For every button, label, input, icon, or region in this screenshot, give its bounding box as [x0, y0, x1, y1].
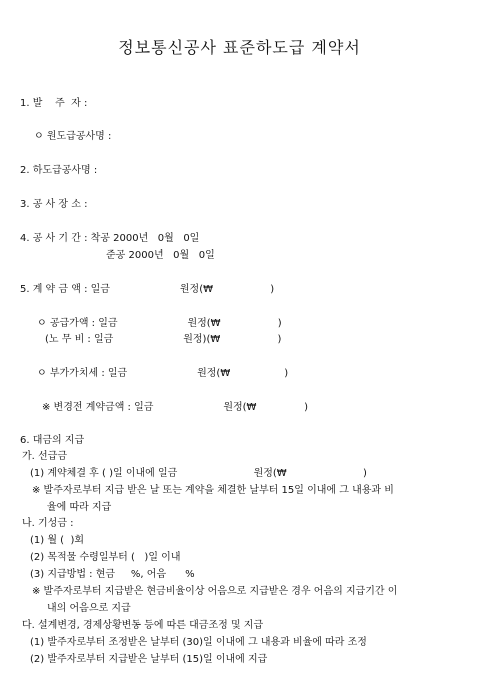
advance-payment-note-line1: ※ 발주자로부터 지급 받은 날 또는 계약을 체결한 날부터 15일 이내에 그 내용과 비 [32, 485, 394, 496]
progress-payment-item-3: (3) 지급방법 : 현금 %, 어음 % [30, 569, 195, 580]
section-1-client: 1. 발 주 자 : [20, 98, 88, 109]
progress-payment-item-2: (2) 목적물 수령일부터 ( )일 이내 [30, 552, 181, 563]
labor-cost: (노 무 비 : 일금 원정)(₩ ) [45, 334, 282, 345]
section-2-subcontract-name: 2. 하도급공사명 : [20, 165, 98, 176]
prime-contract-name: ㅇ 원도급공사명 : [34, 131, 112, 142]
adjustment-item-1: (1) 발주자로부터 조정받은 날부터 (30)일 이내에 그 내용과 비율에 따라 조정 [30, 637, 367, 648]
progress-payment-note-line1: ※ 발주자로부터 지급받은 현금비율이상 어음으로 지급받은 경우 어음의 지급기간 이 [32, 586, 398, 597]
amount-before-change: ※ 변경전 계약금액 : 일금 원정(₩ ) [42, 402, 309, 413]
vat-amount: ㅇ 부가가치세 : 일금 원정(₩ ) [37, 368, 289, 379]
progress-payment-note-line2: 내의 어음으로 지급 [47, 603, 131, 614]
section-4-period-end: 준공 2000년 0월 0일 [106, 250, 215, 261]
section-3-site: 3. 공 사 장 소 : [20, 199, 88, 210]
progress-payment-item-1: (1) 월 ( )회 [30, 535, 85, 546]
advance-payment-item-1: (1) 계약체결 후 ( )일 이내에 일금 원정(₩ ) [30, 468, 367, 479]
progress-payment-heading: 나. 기성금 : [22, 518, 74, 529]
adjustment-heading: 다. 설계변경, 경제상황변동 등에 따른 대금조정 및 지급 [22, 620, 264, 631]
section-6-payment: 6. 대금의 지급 [20, 435, 85, 446]
section-4-period-start: 4. 공 사 기 간 : 착공 2000년 0월 0일 [20, 233, 200, 244]
section-5-contract-amount: 5. 계 약 금 액 : 일금 원정(₩ ) [20, 284, 275, 295]
supply-value: ㅇ 공급가액 : 일금 원정(₩ ) [37, 318, 282, 329]
advance-payment-heading: 가. 선급금 [22, 451, 67, 462]
adjustment-item-2: (2) 발주자로부터 지급받은 날부터 (15)일 이내에 지급 [30, 654, 268, 665]
advance-payment-note-line2: 율에 따라 지급 [47, 502, 112, 513]
document-title: 정보통신공사 표준하도급 계약서 [118, 38, 361, 57]
